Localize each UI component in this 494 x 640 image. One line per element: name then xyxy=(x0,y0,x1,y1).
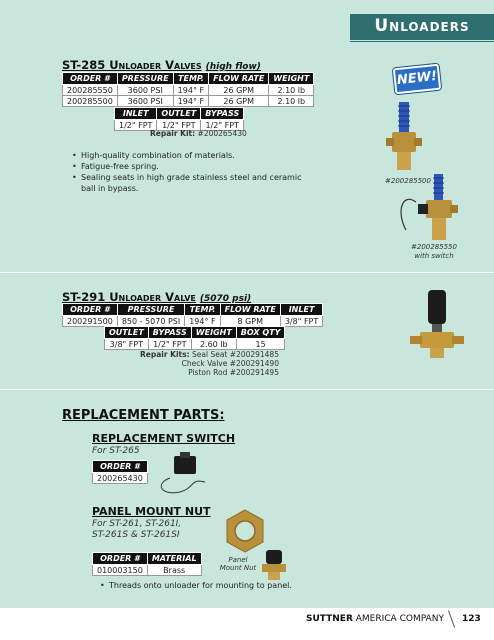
footer-brand xyxy=(306,614,444,624)
caption-number: #200285550 xyxy=(411,243,457,251)
footer-brand-bold: SUTTNER xyxy=(306,614,353,624)
st291-port-table xyxy=(104,326,285,350)
cell-order: 200285550 xyxy=(63,85,118,96)
col-material: MATERIAL xyxy=(147,553,201,565)
cell-order: 200265430 xyxy=(93,473,148,484)
unloader-with-switch-image xyxy=(396,172,476,244)
cell-order: 200285500 xyxy=(63,96,118,107)
st285-port-table xyxy=(114,107,244,131)
nut-for-line2: ST-261S & ST-261SI xyxy=(92,530,180,540)
col-inlet: INLET xyxy=(115,108,157,120)
cell-flow: 26 GPM xyxy=(209,85,269,96)
col-temp: TEMP. xyxy=(173,73,208,85)
col-weight: WEIGHT xyxy=(269,73,314,85)
st285-subtitle: (high flow) xyxy=(205,62,261,72)
col-bypass: BYPASS xyxy=(148,327,191,339)
caption-200285500: #200285500 xyxy=(385,177,431,185)
cell-box-qty: 15 xyxy=(236,339,285,350)
cell-weight: 2.10 lb xyxy=(269,85,314,96)
replacement-switch-image xyxy=(150,448,220,498)
col-inlet: INLET xyxy=(280,304,322,316)
footer-brand-rest: AMERICA COMPANY xyxy=(352,614,444,624)
col-outlet: OUTLET xyxy=(105,327,149,339)
cell-bypass: 1/2" FPT xyxy=(201,120,244,131)
nut-title: PANEL MOUNT NUT xyxy=(92,505,211,518)
unloader-valve-image xyxy=(384,100,424,175)
caption-200285550 xyxy=(404,243,464,261)
repair-value: #200265430 xyxy=(197,129,247,138)
cell-inlet: 1/2" FPT xyxy=(115,120,157,131)
repair-number: #200291490 xyxy=(229,359,279,368)
col-outlet: OUTLET xyxy=(157,108,201,120)
st291-repair-kits xyxy=(140,350,279,377)
repair-name: Check Valve xyxy=(181,359,228,368)
col-order: ORDER # xyxy=(93,553,148,565)
cell-order: 010003150 xyxy=(93,565,148,576)
col-order: ORDER # xyxy=(63,304,118,316)
repair-name: Piston Rod xyxy=(188,368,228,377)
st285-title-text: ST-285 Unloader Valves xyxy=(62,58,202,72)
st291-title xyxy=(62,290,251,304)
nut-for xyxy=(92,519,181,541)
new-badge: NEW! xyxy=(393,64,441,95)
switch-for: For ST-265 xyxy=(92,446,140,456)
col-box-qty: BOX QTY xyxy=(236,327,285,339)
cell-pressure: 3600 PSI xyxy=(117,85,173,96)
header-divider xyxy=(350,41,494,42)
list-item: • High-quality combination of materials. xyxy=(72,150,312,161)
mounted-nut-image xyxy=(258,548,292,582)
cell-pressure: 3600 PSI xyxy=(117,96,173,107)
cell-temp: 194° F xyxy=(185,316,220,327)
cell-outlet: 3/8" FPT xyxy=(105,339,149,350)
cell-temp: 194° F xyxy=(173,85,208,96)
cell-bypass: 1/2" FPT xyxy=(148,339,191,350)
st291-title-text: ST-291 Unloader Valve xyxy=(62,290,196,304)
nut-features xyxy=(100,580,340,591)
page-number: 123 xyxy=(462,614,481,624)
cell-flow: 26 GPM xyxy=(209,96,269,107)
st285-title xyxy=(62,58,261,72)
cell-temp: 194° F xyxy=(173,96,208,107)
cell-order: 200291500 xyxy=(63,316,118,327)
repair-name: Seal Seat xyxy=(192,350,228,359)
footer-divider xyxy=(448,610,455,627)
switch-title: REPLACEMENT SWITCH xyxy=(92,432,236,445)
page-title: Unloaders xyxy=(374,16,470,36)
col-order: ORDER # xyxy=(93,461,148,473)
col-weight: WEIGHT xyxy=(191,327,236,339)
cell-outlet: 1/2" FPT xyxy=(157,120,201,131)
table-row xyxy=(93,565,202,576)
switch-order-table xyxy=(92,460,148,484)
nut-caption-line1: Panel xyxy=(228,556,248,564)
repair-kit-row xyxy=(140,359,279,368)
col-order: ORDER # xyxy=(63,73,118,85)
nut-order-table xyxy=(92,552,202,576)
cell-weight: 2.10 lb xyxy=(269,96,314,107)
col-flow: FLOW RATE xyxy=(209,73,269,85)
caption-note: with switch xyxy=(414,252,454,260)
list-item: • Sealing seats in high grade stainless steel and ceramic ball in bypass. xyxy=(72,172,312,194)
list-item: • Fatigue-free spring. xyxy=(72,161,312,172)
repair-label: Repair Kit: xyxy=(150,129,196,138)
col-bypass: BYPASS xyxy=(201,108,244,120)
table-row xyxy=(63,96,314,107)
st291-valve-image xyxy=(408,288,468,363)
nut-caption xyxy=(218,556,258,572)
replacement-title: REPLACEMENT PARTS: xyxy=(62,408,225,423)
col-temp: TEMP. xyxy=(185,304,220,316)
cell-weight: 2.60 lb xyxy=(191,339,236,350)
col-pressure: PRESSURE xyxy=(117,73,173,85)
repair-kit-row xyxy=(140,350,279,359)
st285-spec-table xyxy=(62,72,314,107)
st291-spec-table xyxy=(62,303,323,327)
st285-features xyxy=(72,150,312,194)
repair-label: Repair Kits: xyxy=(140,350,190,359)
nut-for-line1: For ST-261, ST-261I, xyxy=(92,519,182,529)
cell-flow: 8 GPM xyxy=(220,316,280,327)
cell-material: Brass xyxy=(147,565,201,576)
list-item: • Threads onto unloader for mounting to panel. xyxy=(100,580,340,591)
nut-caption-line2: Mount Nut xyxy=(219,564,257,572)
repair-number: #200291485 xyxy=(229,350,279,359)
repair-kit-row xyxy=(140,368,279,377)
table-row xyxy=(63,85,314,96)
table-row xyxy=(93,473,148,484)
col-pressure: PRESSURE xyxy=(117,304,184,316)
table-row xyxy=(63,316,323,327)
cell-pressure: 850 - 5070 PSI xyxy=(117,316,184,327)
col-flow: FLOW RATE xyxy=(220,304,280,316)
st285-repair-kit xyxy=(150,129,247,138)
table-row xyxy=(105,339,285,350)
repair-number: #200291495 xyxy=(229,368,279,377)
st291-subtitle: (5070 psi) xyxy=(199,294,252,304)
cell-inlet: 3/8" FPT xyxy=(280,316,322,327)
